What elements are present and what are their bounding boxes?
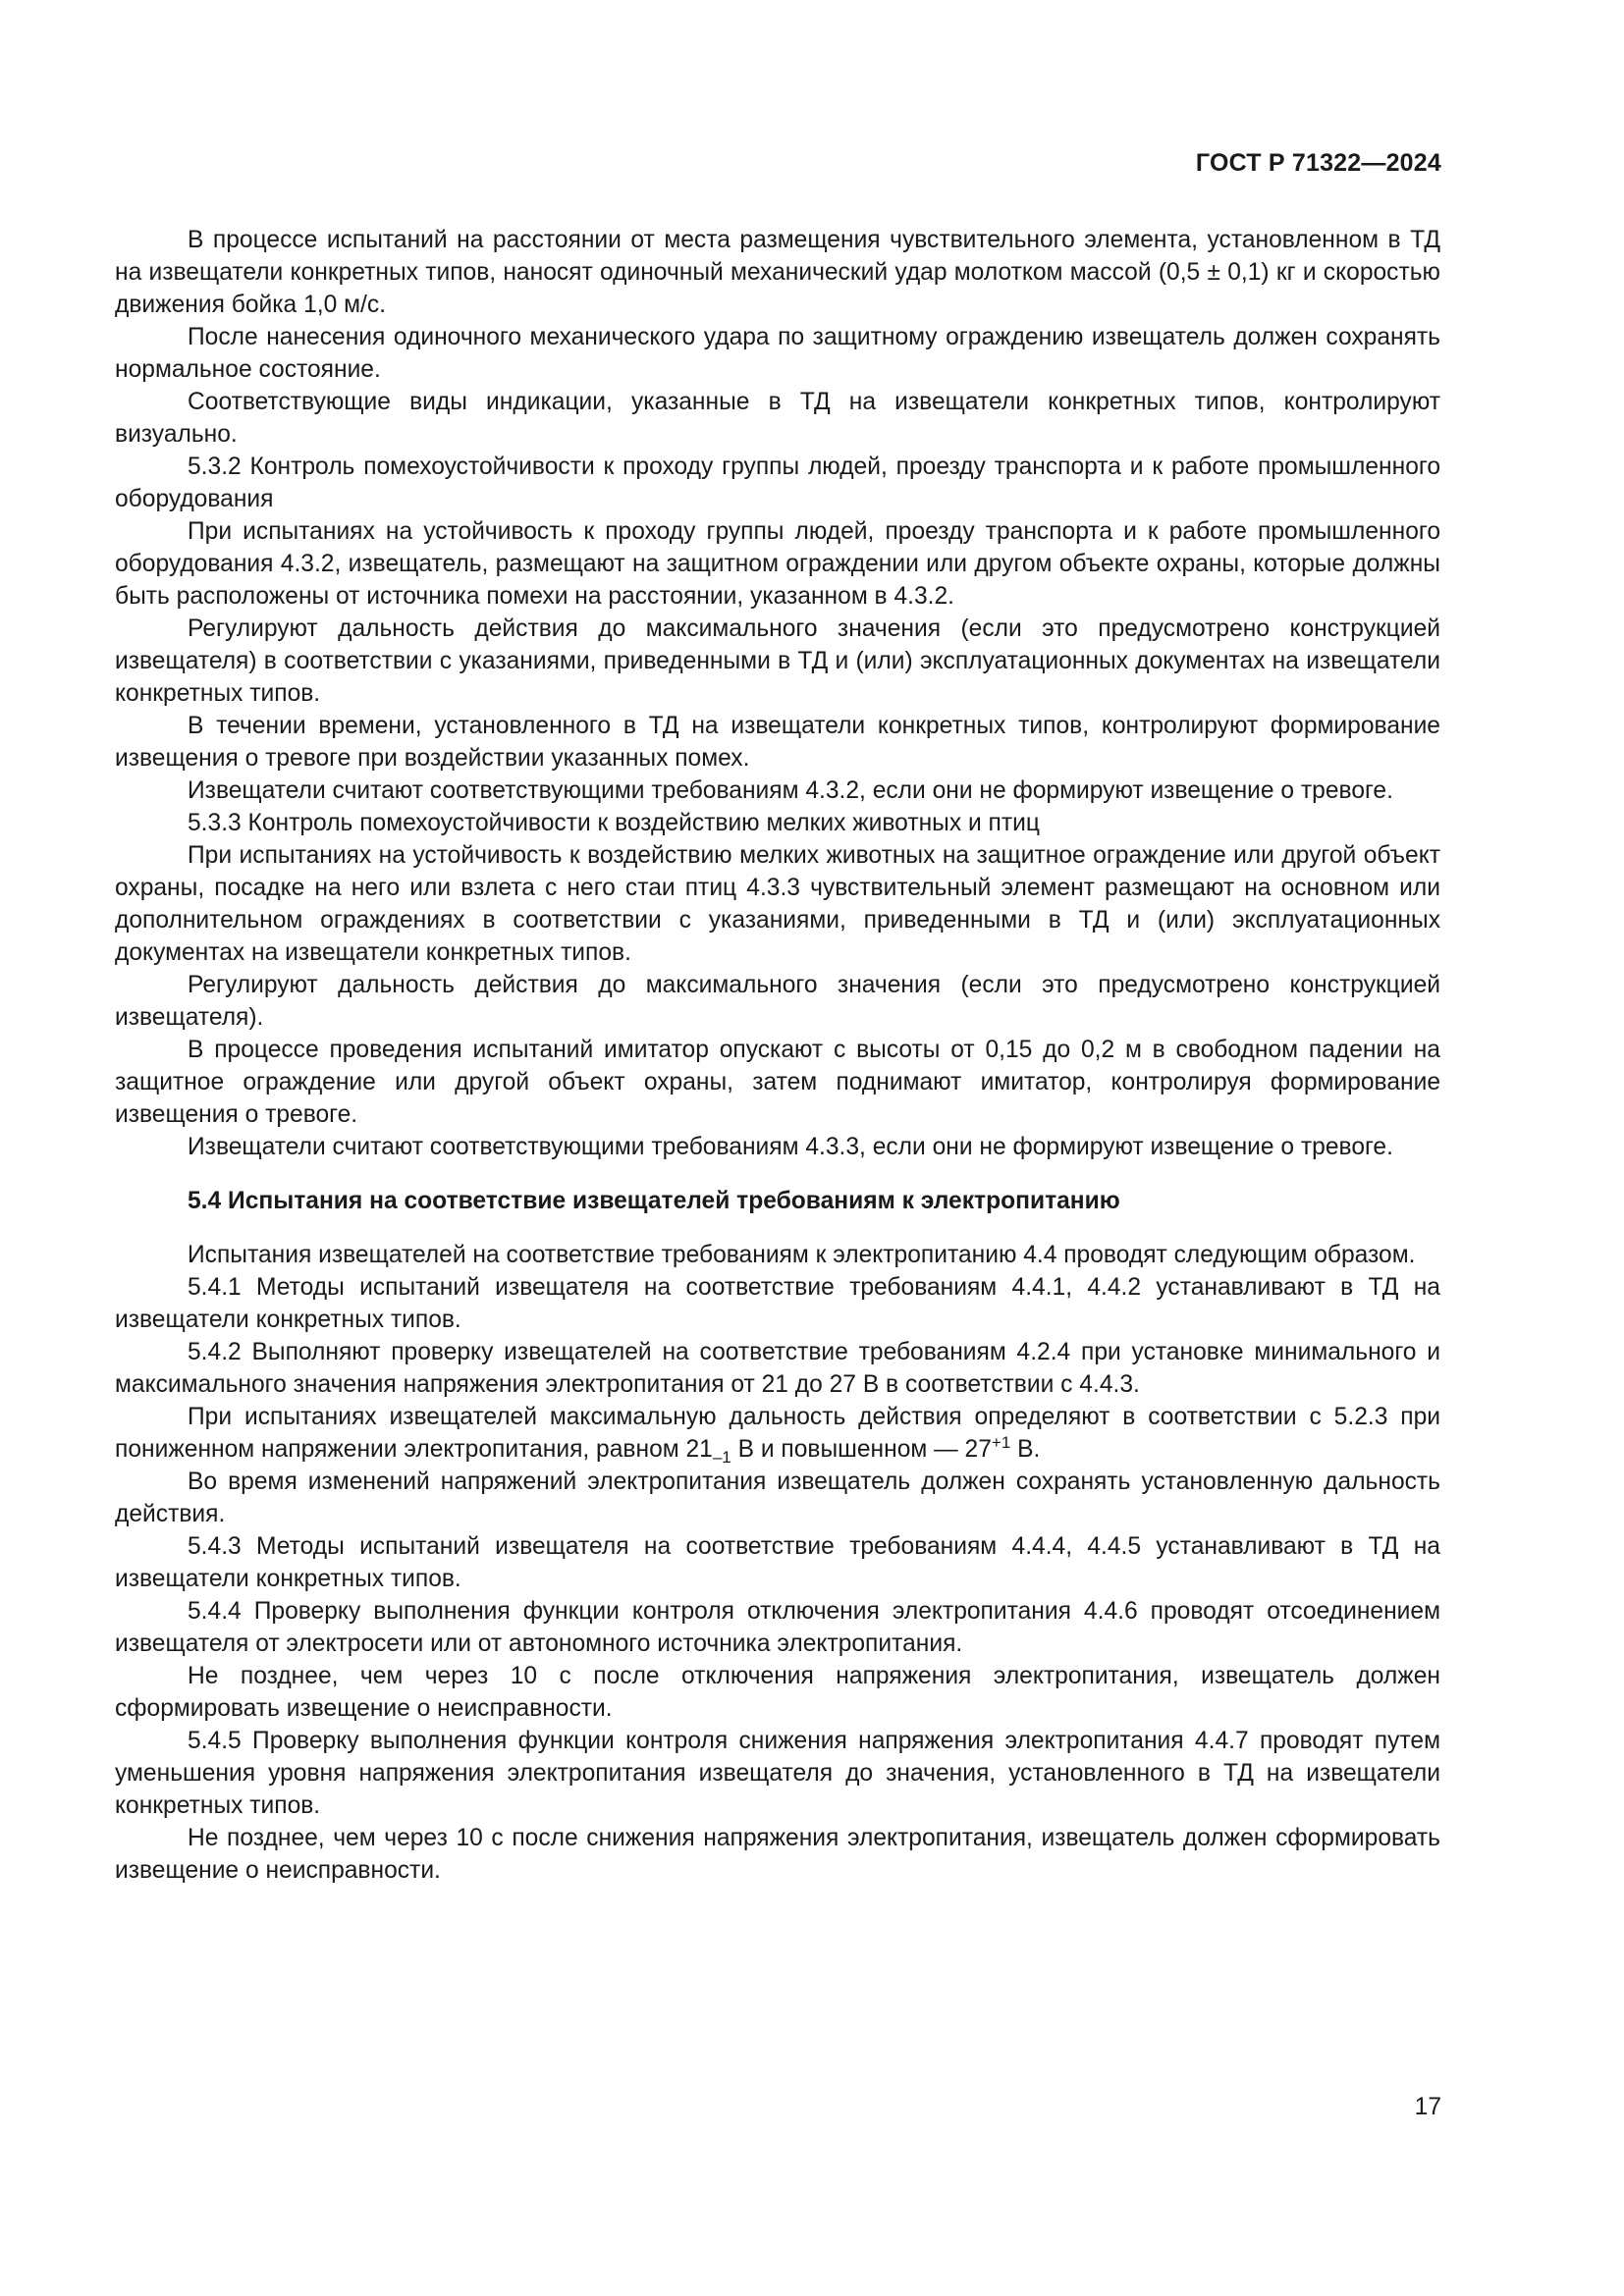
paragraph: При испытаниях на устойчивость к проходу группы людей, проезду транспорта и к работе промышленного оборудования 4.3.2, извещатель, размещают на защитном ограждении или другом объекте охраны, которые должны быть расположены от источника помехи на расстоянии, указанном в 4.3.2. [115, 518, 1440, 610]
paragraph: Не позднее, чем через 10 с после отключения напряжения электропитания, извещатель должен сформировать извещение о неисправности. [115, 1663, 1440, 1722]
clause-5-4-1: 5.4.1 Методы испытаний извещателя на соответствие требованиям 4.4.1, 4.4.2 устанавливают в ТД на извещатели конкретных типов. [115, 1274, 1440, 1333]
clause-5-3-2-title: 5.3.2 Контроль помехоустойчивости к проходу группы людей, проезду транспорта и к работе промышленного оборудования [115, 454, 1440, 512]
paragraph: Извещатели считают соответствующими требованиям 4.3.2, если они не формируют извещение о тревоге. [188, 777, 1393, 804]
voltage-paragraph [115, 1401, 1440, 1466]
paragraph: При испытаниях на устойчивость к воздействию мелких животных на защитное ограждение или другой объект охраны, посадке на него или взлета с него стаи птиц 4.3.3 чувствительный элемент размещают на основном или дополнительном ограждениях в соответствии с указаниями, приведенными в ТД и (или) эксплуатационных документах на извещатели конкретных типов. [115, 842, 1440, 966]
clause-5-4-3: 5.4.3 Методы испытаний извещателя на соответствие требованиям 4.4.4, 4.4.5 устанавливают в ТД на извещатели конкретных типов. [115, 1533, 1440, 1592]
paragraph: Регулируют дальность действия до максимального значения (если это предусмотрено конструкцией извещателя). [115, 972, 1440, 1031]
paragraph: Извещатели считают соответствующими требованиям 4.3.3, если они не формируют извещение о тревоге. [188, 1134, 1393, 1160]
paragraph: Испытания извещателей на соответствие требованиям к электропитанию 4.4 проводят следующим образом. [188, 1242, 1416, 1268]
paragraph: В течении времени, установленного в ТД на извещатели конкретных типов, контролируют формирование извещения о тревоге при воздействии указанных помех. [115, 713, 1440, 772]
voltage-low-tolerance: –1 [712, 1447, 731, 1467]
voltage-text-start: При испытаниях извещателей максимальную дальность действия определяют в соответствии с 5.2.3 при пониженном напряжении электропитания, равном 21 [115, 1404, 1440, 1463]
paragraph: Регулируют дальность действия до максимального значения (если это предусмотрено конструкцией извещателя) в соответствии с указаниями, приведенными в ТД и (или) эксплуатационных документах на извещатели конкретных типов. [115, 615, 1440, 707]
voltage-high-tolerance: +1 [991, 1432, 1011, 1452]
paragraph: После нанесения одиночного механического удара по защитному ограждению извещатель должен сохранять нормальное состояние. [115, 324, 1440, 383]
paragraph: Не позднее, чем через 10 с после снижения напряжения электропитания, извещатель должен сформировать извещение о неисправности. [115, 1825, 1440, 1884]
clause-5-3-3-title: 5.3.3 Контроль помехоустойчивости к воздействию мелких животных и птиц [188, 810, 1040, 836]
voltage-text-mid: В и повышенном — 27 [731, 1436, 992, 1463]
clause-5-4-2: 5.4.2 Выполняют проверку извещателей на соответствие требованиям 4.2.4 при установке минимального и максимального значения напряжения электропитания от 21 до 27 В в соответствии с 4.4.3. [115, 1339, 1440, 1398]
paragraph: В процессе испытаний на расстоянии от места размещения чувствительного элемента, установленном в ТД на извещатели конкретных типов, наносят одиночный механический удар молотком массой (0,5 ± 0,1) кг и скоростью движения бойка 1,0 м/с. [115, 227, 1440, 318]
document-body [115, 224, 1440, 1887]
paragraph: Во время изменений напряжений электропитания извещатель должен сохранять установленную дальность действия. [115, 1468, 1440, 1527]
clause-5-4-5: 5.4.5 Проверку выполнения функции контроля снижения напряжения электропитания 4.4.7 проводят путем уменьшения уровня напряжения электропитания извещателя до значения, установленного в ТД на извещатели конкретных типов. [115, 1728, 1440, 1819]
document-header: ГОСТ Р 71322—2024 [1195, 149, 1441, 177]
paragraph: В процессе проведения испытаний имитатор опускают с высоты от 0,15 до 0,2 м в свободном падении на защитное ограждение или другой объект охраны, затем поднимают имитатор, контролируя формирование извещения о тревоге. [115, 1037, 1440, 1128]
clause-5-4-4: 5.4.4 Проверку выполнения функции контроля отключения электропитания 4.4.6 проводят отсоединением извещателя от электросети или от автономного источника электропитания. [115, 1598, 1440, 1657]
paragraph: Соответствующие виды индикации, указанные в ТД на извещатели конкретных типов, контролируют визуально. [115, 389, 1440, 448]
section-5-4-heading: 5.4 Испытания на соответствие извещателей требованиям к электропитанию [188, 1188, 1120, 1214]
page-number: 17 [1414, 2094, 1441, 2120]
voltage-text-end: В. [1010, 1436, 1041, 1463]
